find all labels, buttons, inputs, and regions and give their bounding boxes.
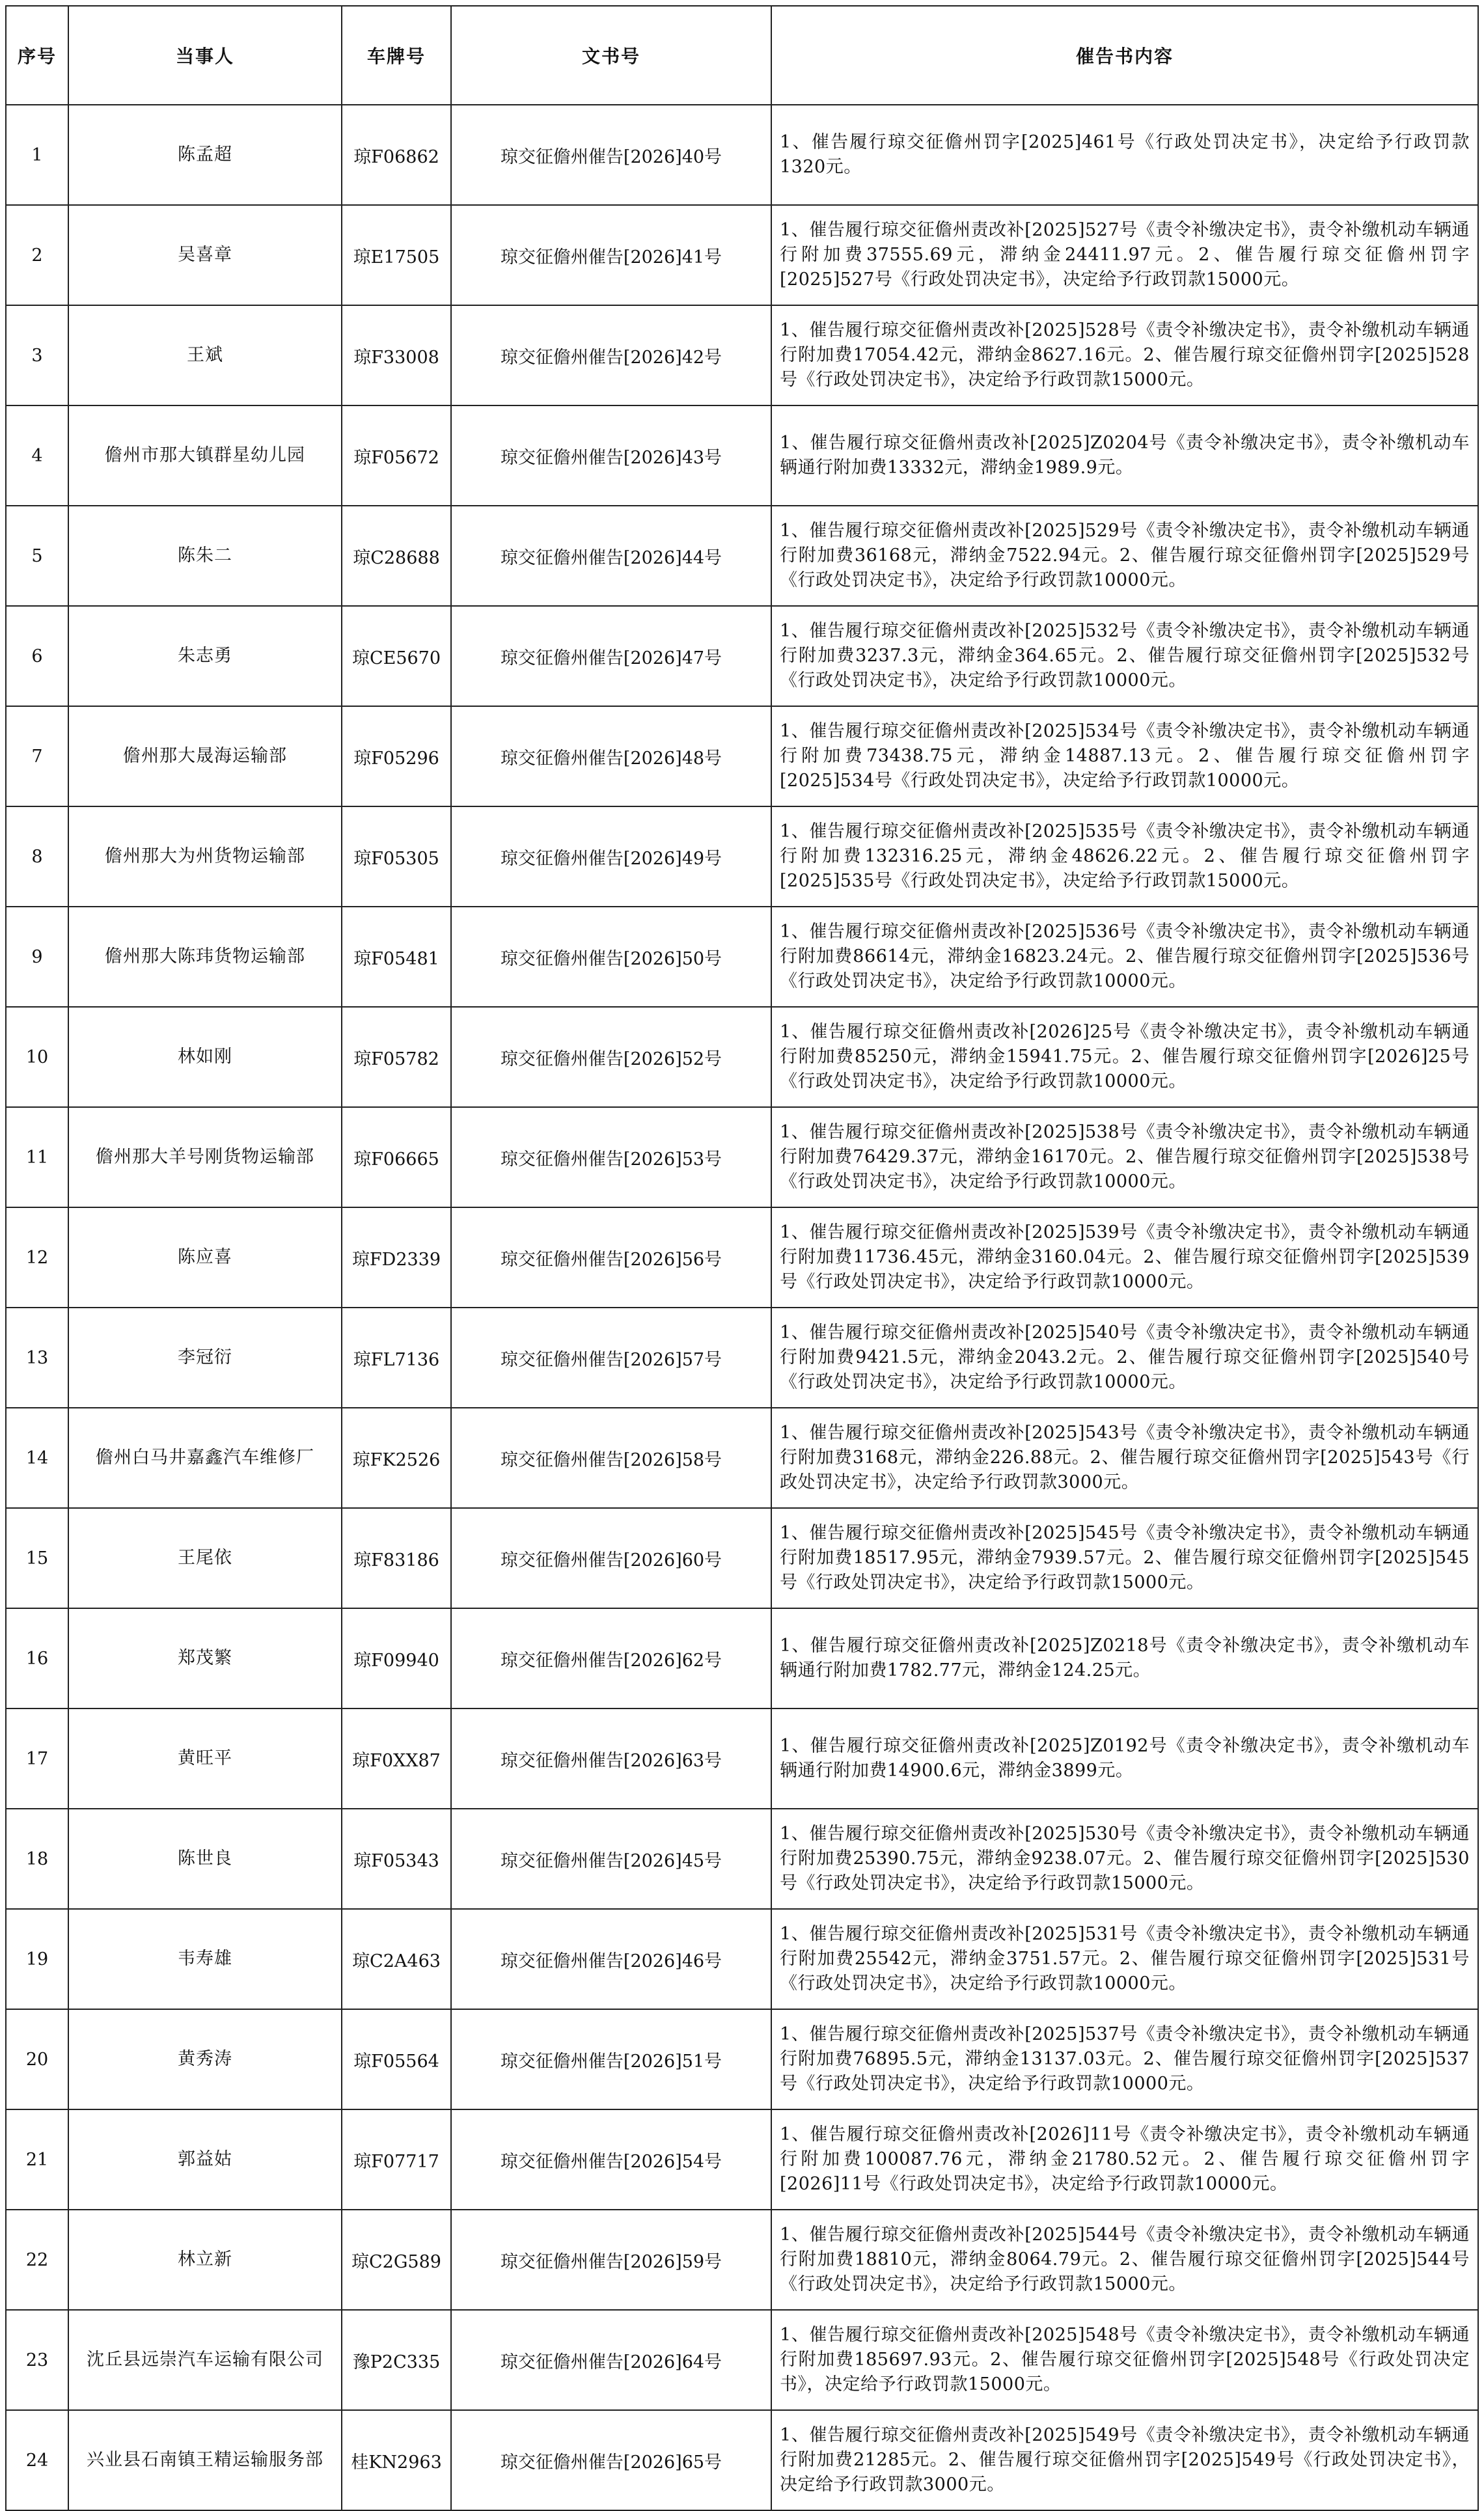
notice-content: 1、催告履行琼交征儋州责改补[2025]Z0204号《责令补缴决定书》，责令补缴机动车辆通行附加费13332元，滞纳金1989.9元。 <box>771 405 1478 506</box>
document-number: 琼交征儋州催告[2026]53号 <box>451 1107 771 1207</box>
plate-number: 琼F05343 <box>342 1809 451 1909</box>
header-content: 催告书内容 <box>771 6 1478 105</box>
party-name: 儋州那大晟海运输部 <box>68 706 342 806</box>
notice-content: 1、催告履行琼交征儋州责改补[2025]527号《责令补缴决定书》，责令补缴机动车辆通行附加费37555.69元，滞纳金24411.97元。2、催告履行琼交征儋州罚字[2025]527号《行政处罚决定书》，决定给予行政罚款15000元。 <box>771 205 1478 305</box>
table-row <box>6 806 1478 907</box>
table-row <box>6 2109 1478 2210</box>
plate-number: 琼F05672 <box>342 405 451 506</box>
document-number: 琼交征儋州催告[2026]57号 <box>451 1308 771 1408</box>
row-number: 23 <box>6 2310 68 2410</box>
row-number: 13 <box>6 1308 68 1408</box>
plate-number: 琼F06665 <box>342 1107 451 1207</box>
party-name: 王斌 <box>68 305 342 405</box>
plate-number: 琼FL7136 <box>342 1308 451 1408</box>
notice-content: 1、催告履行琼交征儋州责改补[2025]548号《责令补缴决定书》，责令补缴机动车辆通行附加费185697.93元。2、催告履行琼交征儋州罚字[2025]548号《行政处罚决定书》，决定给予行政罚款15000元。 <box>771 2310 1478 2410</box>
plate-number: 豫P2C335 <box>342 2310 451 2410</box>
party-name: 陈朱二 <box>68 506 342 606</box>
row-number: 12 <box>6 1207 68 1308</box>
table-row <box>6 1708 1478 1809</box>
plate-number: 琼F05296 <box>342 706 451 806</box>
table-row <box>6 2410 1478 2510</box>
party-name: 儋州市那大镇群星幼儿园 <box>68 405 342 506</box>
row-number: 10 <box>6 1007 68 1107</box>
notice-content: 1、催告履行琼交征儋州责改补[2025]549号《责令补缴决定书》，责令补缴机动车辆通行附加费21285元。2、催告履行琼交征儋州罚字[2025]549号《行政处罚决定书》，决定给予行政罚款3000元。 <box>771 2410 1478 2510</box>
header-party: 当事人 <box>68 6 342 105</box>
party-name: 儋州那大羊号刚货物运输部 <box>68 1107 342 1207</box>
row-number: 8 <box>6 806 68 907</box>
table-row <box>6 1308 1478 1408</box>
notice-content: 1、催告履行琼交征儋州责改补[2025]540号《责令补缴决定书》，责令补缴机动车辆通行附加费9421.5元，滞纳金2043.2元。2、催告履行琼交征儋州罚字[2025]540号《行政处罚决定书》，决定给予行政罚款10000元。 <box>771 1308 1478 1408</box>
party-name: 林如刚 <box>68 1007 342 1107</box>
notice-content: 1、催告履行琼交征儋州责改补[2025]535号《责令补缴决定书》，责令补缴机动车辆通行附加费132316.25元，滞纳金48626.22元。2、催告履行琼交征儋州罚字[2025]535号《行政处罚决定书》，决定给予行政罚款15000元。 <box>771 806 1478 907</box>
notice-content: 1、催告履行琼交征儋州责改补[2026]11号《责令补缴决定书》，责令补缴机动车辆通行附加费100087.76元，滞纳金21780.52元。2、催告履行琼交征儋州罚字[2026]11号《行政处罚决定书》，决定给予行政罚款10000元。 <box>771 2109 1478 2210</box>
row-number: 21 <box>6 2109 68 2210</box>
document-number: 琼交征儋州催告[2026]47号 <box>451 606 771 706</box>
plate-number: 琼F07717 <box>342 2109 451 2210</box>
document-number: 琼交征儋州催告[2026]44号 <box>451 506 771 606</box>
row-number: 11 <box>6 1107 68 1207</box>
notice-table <box>5 5 1479 2511</box>
row-number: 9 <box>6 907 68 1007</box>
document-number: 琼交征儋州催告[2026]63号 <box>451 1708 771 1809</box>
table-row <box>6 105 1478 205</box>
document-number: 琼交征儋州催告[2026]50号 <box>451 907 771 1007</box>
table-row <box>6 1207 1478 1308</box>
document-number: 琼交征儋州催告[2026]42号 <box>451 305 771 405</box>
document-number: 琼交征儋州催告[2026]56号 <box>451 1207 771 1308</box>
plate-number: 琼F09940 <box>342 1608 451 1708</box>
party-name: 吴喜章 <box>68 205 342 305</box>
header-doc-no: 文书号 <box>451 6 771 105</box>
row-number: 4 <box>6 405 68 506</box>
plate-number: 琼FD2339 <box>342 1207 451 1308</box>
plate-number: 琼F05564 <box>342 2009 451 2109</box>
row-number: 5 <box>6 506 68 606</box>
plate-number: 琼CE5670 <box>342 606 451 706</box>
plate-number: 琼E17505 <box>342 205 451 305</box>
row-number: 16 <box>6 1608 68 1708</box>
party-name: 陈应喜 <box>68 1207 342 1308</box>
row-number: 24 <box>6 2410 68 2510</box>
notice-content: 1、催告履行琼交征儋州责改补[2025]545号《责令补缴决定书》，责令补缴机动车辆通行附加费18517.95元，滞纳金7939.57元。2、催告履行琼交征儋州罚字[2025]545号《行政处罚决定书》，决定给予行政罚款15000元。 <box>771 1508 1478 1608</box>
party-name: 李冠衍 <box>68 1308 342 1408</box>
notice-content: 1、催告履行琼交征儋州责改补[2025]Z0192号《责令补缴决定书》，责令补缴机动车辆通行附加费14900.6元，滞纳金3899元。 <box>771 1708 1478 1809</box>
table-row <box>6 1508 1478 1608</box>
plate-number: 琼F0XX87 <box>342 1708 451 1809</box>
document-number: 琼交征儋州催告[2026]45号 <box>451 1809 771 1909</box>
table-row <box>6 506 1478 606</box>
notice-content: 1、催告履行琼交征儋州责改补[2025]531号《责令补缴决定书》，责令补缴机动车辆通行附加费25542元，滞纳金3751.57元。2、催告履行琼交征儋州罚字[2025]531号《行政处罚决定书》，决定给予行政罚款10000元。 <box>771 1909 1478 2009</box>
notice-content: 1、催告履行琼交征儋州责改补[2025]544号《责令补缴决定书》，责令补缴机动车辆通行附加费18810元，滞纳金8064.79元。2、催告履行琼交征儋州罚字[2025]544号《行政处罚决定书》，决定给予行政罚款15000元。 <box>771 2210 1478 2310</box>
row-number: 7 <box>6 706 68 806</box>
row-number: 6 <box>6 606 68 706</box>
row-number: 20 <box>6 2009 68 2109</box>
table-row <box>6 2210 1478 2310</box>
table-row <box>6 305 1478 405</box>
notice-document <box>5 5 1477 2511</box>
plate-number: 琼F33008 <box>342 305 451 405</box>
plate-number: 桂KN2963 <box>342 2410 451 2510</box>
document-number: 琼交征儋州催告[2026]59号 <box>451 2210 771 2310</box>
party-name: 黄旺平 <box>68 1708 342 1809</box>
plate-number: 琼F05782 <box>342 1007 451 1107</box>
table-row <box>6 405 1478 506</box>
party-name: 朱志勇 <box>68 606 342 706</box>
document-number: 琼交征儋州催告[2026]62号 <box>451 1608 771 1708</box>
table-row <box>6 606 1478 706</box>
document-number: 琼交征儋州催告[2026]58号 <box>451 1408 771 1508</box>
document-number: 琼交征儋州催告[2026]48号 <box>451 706 771 806</box>
header-no: 序号 <box>6 6 68 105</box>
plate-number: 琼C2G589 <box>342 2210 451 2310</box>
header-plate: 车牌号 <box>342 6 451 105</box>
row-number: 17 <box>6 1708 68 1809</box>
party-name: 陈孟超 <box>68 105 342 205</box>
notice-content: 1、催告履行琼交征儋州责改补[2025]532号《责令补缴决定书》，责令补缴机动车辆通行附加费3237.3元，滞纳金364.65元。2、催告履行琼交征儋州罚字[2025]532号《行政处罚决定书》，决定给予行政罚款10000元。 <box>771 606 1478 706</box>
table-row <box>6 907 1478 1007</box>
party-name: 沈丘县远崇汽车运输有限公司 <box>68 2310 342 2410</box>
plate-number: 琼F06862 <box>342 105 451 205</box>
notice-content: 1、催告履行琼交征儋州责改补[2025]Z0218号《责令补缴决定书》，责令补缴机动车辆通行附加费1782.77元，滞纳金124.25元。 <box>771 1608 1478 1708</box>
document-number: 琼交征儋州催告[2026]65号 <box>451 2410 771 2510</box>
party-name: 兴业县石南镇王精运输服务部 <box>68 2410 342 2510</box>
table-row <box>6 1608 1478 1708</box>
document-number: 琼交征儋州催告[2026]40号 <box>451 105 771 205</box>
party-name: 王尾依 <box>68 1508 342 1608</box>
row-number: 18 <box>6 1809 68 1909</box>
row-number: 22 <box>6 2210 68 2310</box>
document-number: 琼交征儋州催告[2026]60号 <box>451 1508 771 1608</box>
document-number: 琼交征儋州催告[2026]46号 <box>451 1909 771 2009</box>
row-number: 19 <box>6 1909 68 2009</box>
plate-number: 琼F05305 <box>342 806 451 907</box>
party-name: 郭益姑 <box>68 2109 342 2210</box>
document-number: 琼交征儋州催告[2026]54号 <box>451 2109 771 2210</box>
table-row <box>6 706 1478 806</box>
plate-number: 琼C2A463 <box>342 1909 451 2009</box>
notice-content: 1、催告履行琼交征儋州责改补[2025]538号《责令补缴决定书》，责令补缴机动车辆通行附加费76429.37元，滞纳金16170元。2、催告履行琼交征儋州罚字[2025]538号《行政处罚决定书》，决定给予行政罚款10000元。 <box>771 1107 1478 1207</box>
table-header-row <box>6 6 1478 105</box>
party-name: 陈世良 <box>68 1809 342 1909</box>
table-row <box>6 205 1478 305</box>
party-name: 韦寿雄 <box>68 1909 342 2009</box>
party-name: 黄秀涛 <box>68 2009 342 2109</box>
notice-content: 1、催告履行琼交征儋州责改补[2026]25号《责令补缴决定书》，责令补缴机动车辆通行附加费85250元，滞纳金15941.75元。2、催告履行琼交征儋州罚字[2026]25号《行政处罚决定书》，决定给予行政罚款10000元。 <box>771 1007 1478 1107</box>
plate-number: 琼F83186 <box>342 1508 451 1608</box>
document-number: 琼交征儋州催告[2026]64号 <box>451 2310 771 2410</box>
plate-number: 琼C28688 <box>342 506 451 606</box>
party-name: 儋州白马井嘉鑫汽车维修厂 <box>68 1408 342 1508</box>
notice-content: 1、催告履行琼交征儋州责改补[2025]539号《责令补缴决定书》，责令补缴机动车辆通行附加费11736.45元，滞纳金3160.04元。2、催告履行琼交征儋州罚字[2025]539号《行政处罚决定书》，决定给予行政罚款10000元。 <box>771 1207 1478 1308</box>
table-row <box>6 1007 1478 1107</box>
party-name: 儋州那大为州货物运输部 <box>68 806 342 907</box>
row-number: 15 <box>6 1508 68 1608</box>
document-number: 琼交征儋州催告[2026]52号 <box>451 1007 771 1107</box>
plate-number: 琼F05481 <box>342 907 451 1007</box>
row-number: 1 <box>6 105 68 205</box>
party-name: 林立新 <box>68 2210 342 2310</box>
notice-content: 1、催告履行琼交征儋州责改补[2025]529号《责令补缴决定书》，责令补缴机动车辆通行附加费36168元，滞纳金7522.94元。2、催告履行琼交征儋州罚字[2025]529号《行政处罚决定书》，决定给予行政罚款10000元。 <box>771 506 1478 606</box>
party-name: 郑茂繁 <box>68 1608 342 1708</box>
table-row <box>6 1107 1478 1207</box>
party-name: 儋州那大陈玮货物运输部 <box>68 907 342 1007</box>
notice-content: 1、催告履行琼交征儋州责改补[2025]530号《责令补缴决定书》，责令补缴机动车辆通行附加费25390.75元，滞纳金9238.07元。2、催告履行琼交征儋州罚字[2025]530号《行政处罚决定书》，决定给予行政罚款15000元。 <box>771 1809 1478 1909</box>
table-row <box>6 1408 1478 1508</box>
table-row <box>6 1809 1478 1909</box>
table-row <box>6 2310 1478 2410</box>
notice-content: 1、催告履行琼交征儋州罚字[2025]461号《行政处罚决定书》，决定给予行政罚款1320元。 <box>771 105 1478 205</box>
notice-content: 1、催告履行琼交征儋州责改补[2025]543号《责令补缴决定书》，责令补缴机动车辆通行附加费3168元，滞纳金226.88元。2、催告履行琼交征儋州罚字[2025]543号《行政处罚决定书》，决定给予行政罚款3000元。 <box>771 1408 1478 1508</box>
notice-content: 1、催告履行琼交征儋州责改补[2025]534号《责令补缴决定书》，责令补缴机动车辆通行附加费73438.75元，滞纳金14887.13元。2、催告履行琼交征儋州罚字[2025]534号《行政处罚决定书》，决定给予行政罚款10000元。 <box>771 706 1478 806</box>
notice-content: 1、催告履行琼交征儋州责改补[2025]528号《责令补缴决定书》，责令补缴机动车辆通行附加费17054.42元，滞纳金8627.16元。2、催告履行琼交征儋州罚字[2025]528号《行政处罚决定书》，决定给予行政罚款15000元。 <box>771 305 1478 405</box>
table-row <box>6 2009 1478 2109</box>
plate-number: 琼FK2526 <box>342 1408 451 1508</box>
document-number: 琼交征儋州催告[2026]51号 <box>451 2009 771 2109</box>
notice-content: 1、催告履行琼交征儋州责改补[2025]537号《责令补缴决定书》，责令补缴机动车辆通行附加费76895.5元，滞纳金13137.03元。2、催告履行琼交征儋州罚字[2025]537号《行政处罚决定书》，决定给予行政罚款10000元。 <box>771 2009 1478 2109</box>
table-body <box>6 105 1478 2510</box>
document-number: 琼交征儋州催告[2026]49号 <box>451 806 771 907</box>
notice-content: 1、催告履行琼交征儋州责改补[2025]536号《责令补缴决定书》，责令补缴机动车辆通行附加费86614元，滞纳金16823.24元。2、催告履行琼交征儋州罚字[2025]536号《行政处罚决定书》，决定给予行政罚款10000元。 <box>771 907 1478 1007</box>
row-number: 14 <box>6 1408 68 1508</box>
document-number: 琼交征儋州催告[2026]41号 <box>451 205 771 305</box>
table-row <box>6 1909 1478 2009</box>
document-number: 琼交征儋州催告[2026]43号 <box>451 405 771 506</box>
row-number: 2 <box>6 205 68 305</box>
row-number: 3 <box>6 305 68 405</box>
